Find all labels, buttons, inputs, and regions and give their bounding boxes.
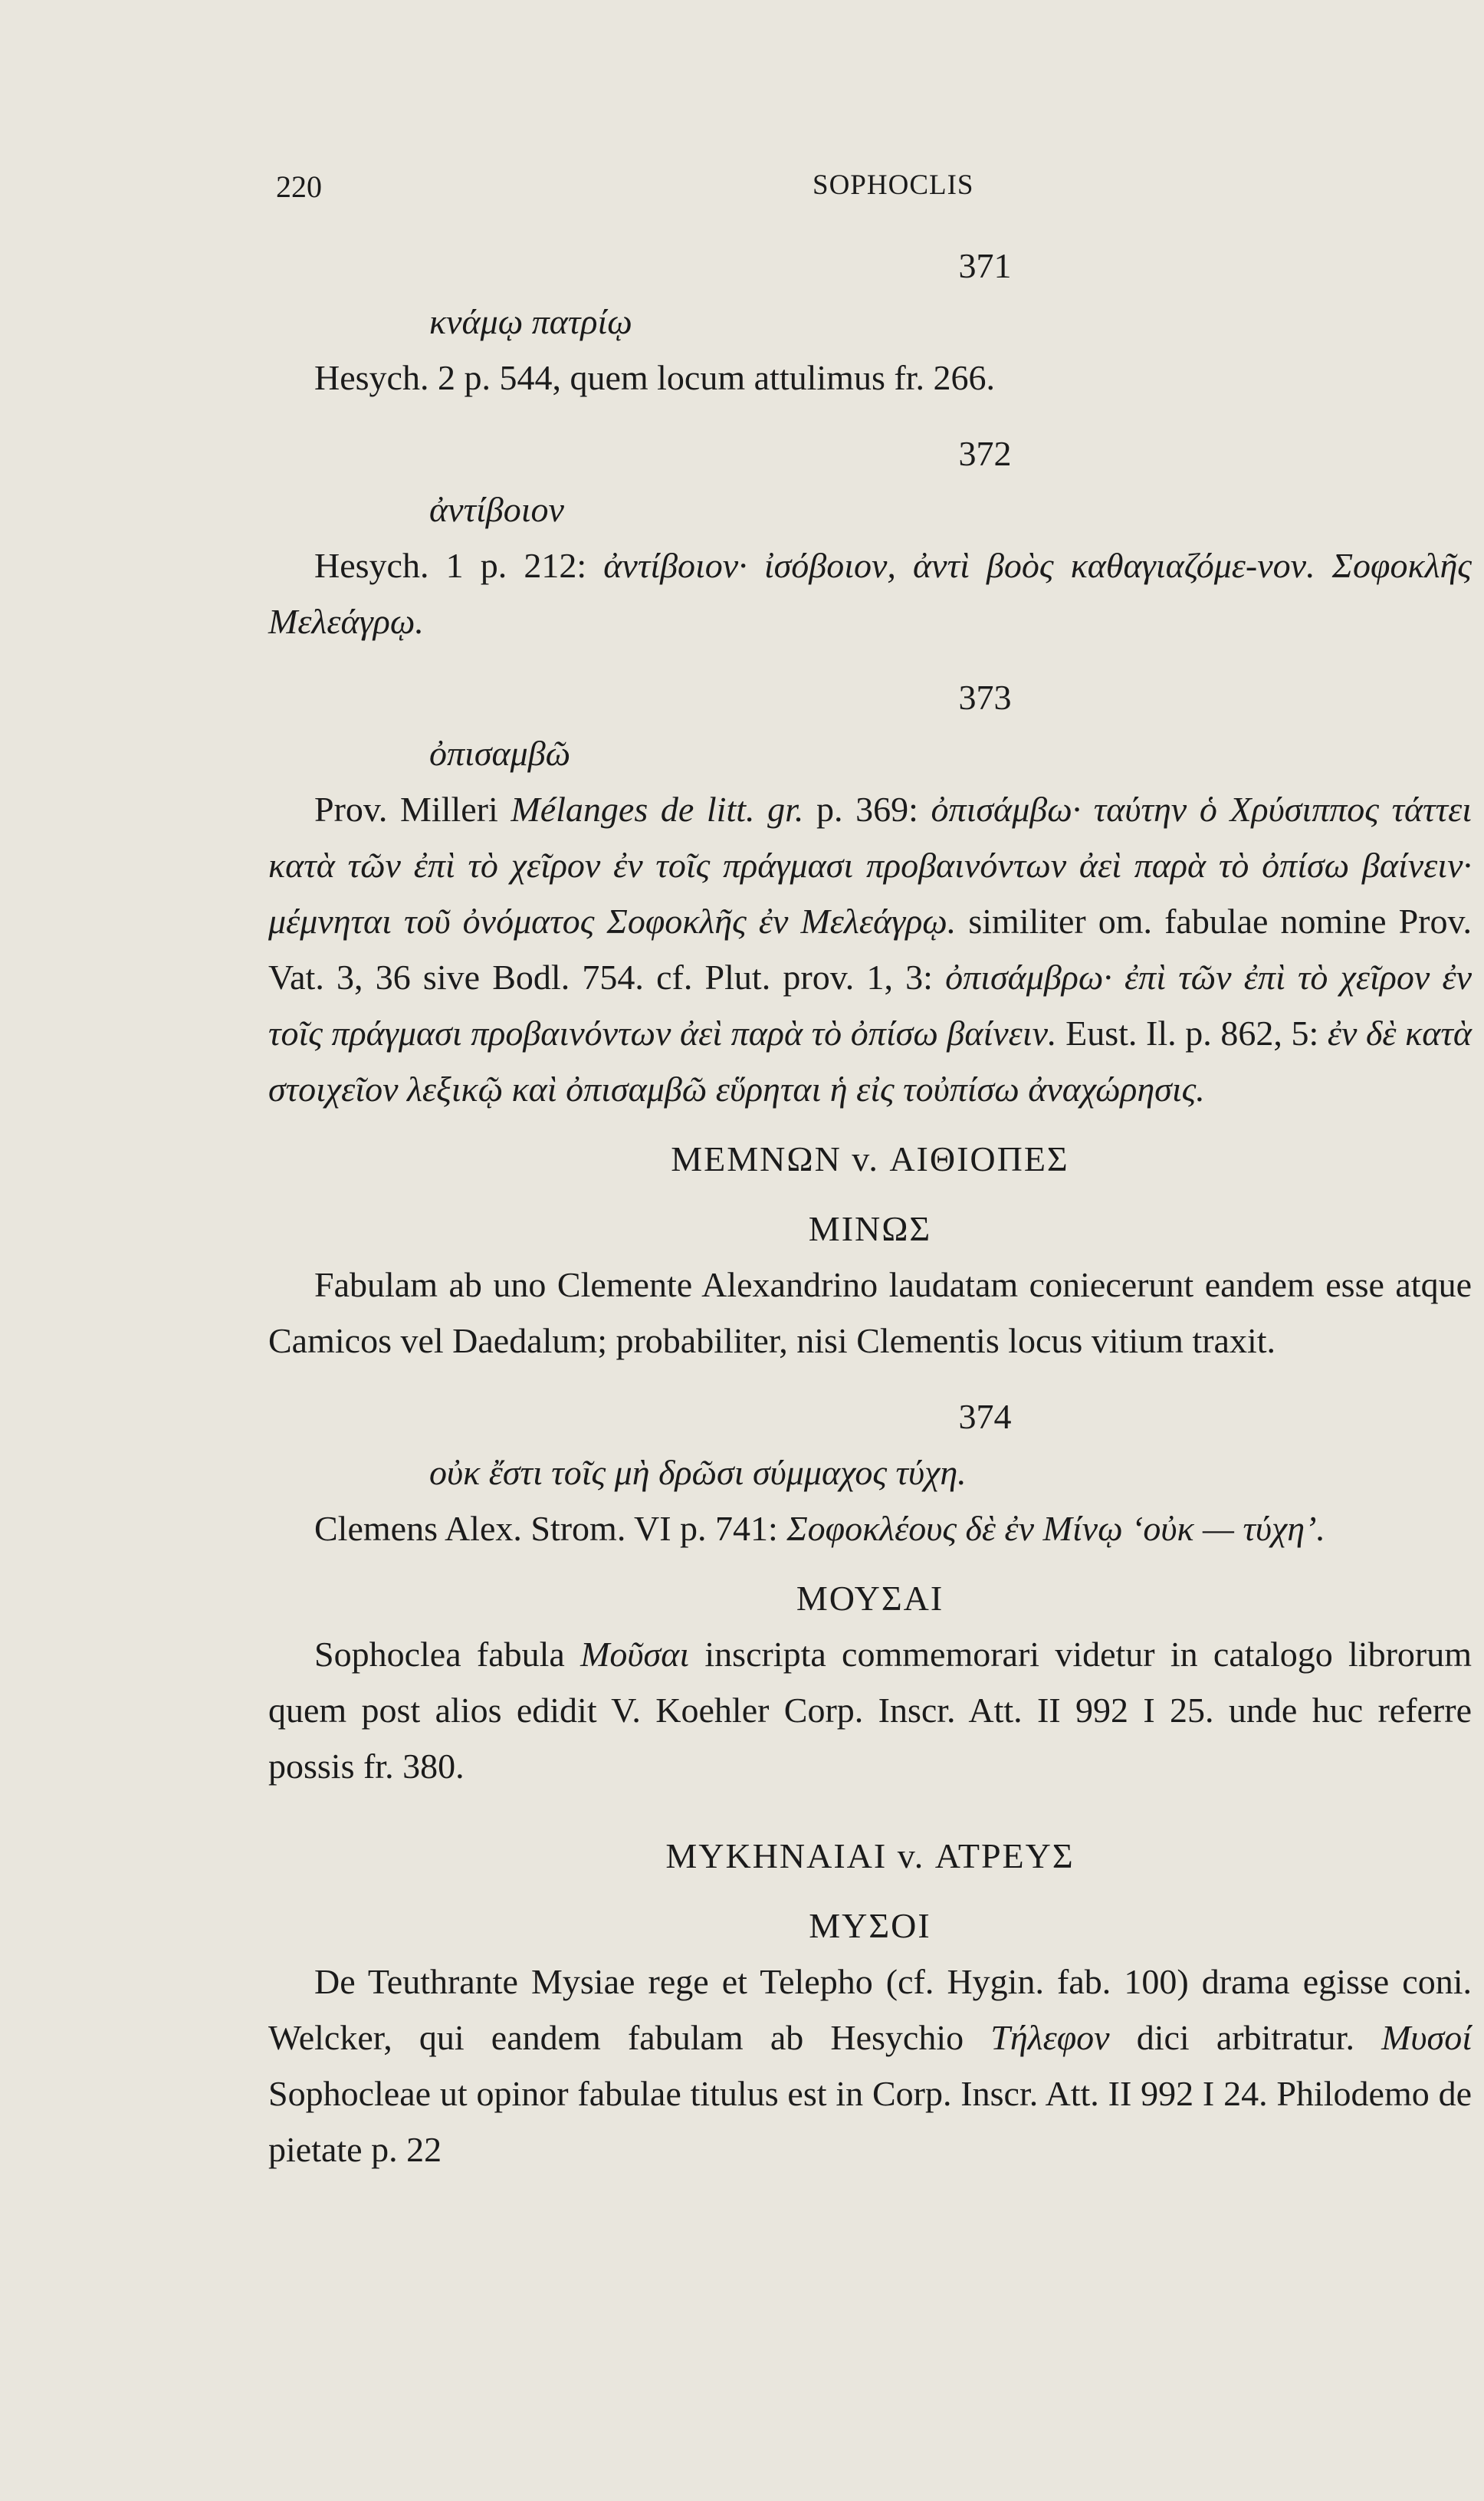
fragment-heading-372: ἀντίβοιον <box>429 490 564 529</box>
play-title-mousai: ΜΟΥΣΑΙ <box>796 1579 944 1618</box>
play-text-minos: Fabulam ab uno Clemente Alexandrino laudatam coniecerunt eandem esse atque Camicos vel Daedalum; probabiliter, nisi Clementis locus vitium traxit. <box>268 1265 1472 1360</box>
fragment-number-374: 374 <box>958 1397 1012 1436</box>
fragment-number-371: 371 <box>958 246 1012 285</box>
running-header <box>276 169 1472 215</box>
play-text-mysoi: De Teuthrante Mysiae rege et Telepho (cf. Hygin. fab. 100) drama egisse coni. Welcker, qui eandem fabulam ab Hesychio Τήλεφον dici arbitratur. Μυσοί Sophocleae ut opinor fabulae titulus est in Corp. Inscr. Att. II 992 I 24. Philodemo de pietate p. 22 <box>268 1962 1472 2169</box>
play-title-minos: ΜΙΝΩΣ <box>808 1209 932 1248</box>
fragment-heading-374: οὐκ ἔστι τοῖς μὴ δρῶσι σύμμαχος τύχη. <box>429 1453 967 1492</box>
play-title-memnon: ΜΕΜΝΩΝ v. ΑΙΘΙΟΠΕΣ <box>671 1139 1069 1178</box>
play-title-mykenaiai: ΜΥΚΗΝΑΙΑΙ v. ΑΤΡΕΥΣ <box>665 1836 1075 1875</box>
fragment-heading-371: κνάμῳ πατρίῳ <box>429 302 632 341</box>
fragment-number-372: 372 <box>958 434 1012 473</box>
fragment-text-374: Clemens Alex. Strom. VI p. 741: Σοφοκλέους δὲ ἐν Μίνῳ ‘οὐκ — τύχη’. <box>314 1509 1325 1548</box>
page-number: 220 <box>276 169 322 204</box>
page-body <box>268 238 1472 2177</box>
fragment-text-371: Hesych. 2 p. 544, quem locum attulimus fr. 266. <box>314 358 995 397</box>
play-text-mousai: Sophoclea fabula Μοῦσαι inscripta commemorari videtur in catalogo librorum quem post alios edidit V. Koehler Corp. Inscr. Att. II 992 I 25. unde huc referre possis fr. 380. <box>268 1635 1472 1786</box>
play-title-mysoi: ΜΥΣΟΙ <box>809 1906 931 1945</box>
fragment-number-373: 373 <box>958 678 1012 717</box>
running-title: SOPHOCLIS <box>813 169 974 201</box>
fragment-text-373: Prov. Milleri Mélanges de litt. gr. p. 369: ὀπισάμβω· ταύτην ὁ Χρύσιππος τάττει κατὰ τῶν ἐπὶ τὸ χεῖρον ἐν τοῖς πράγμασι προβαινόντων ἀεὶ παρὰ τὸ ὀπίσω βαίνειν· μέμνηται τοῦ ὀνόματος Σοφοκλῆς ἐν Μελεάγρῳ. similiter om. fabulae nomine Prov. Vat. 3, 36 sive Bodl. 754. cf. Plut. prov. 1, 3: ὀπισάμβρω· ἐπὶ τῶν ἐπὶ τὸ χεῖρον ἐν τοῖς πράγμασι προβαινόντων ἀεὶ παρὰ τὸ ὀπίσω βαίνειν. Eust. Il. p. 862, 5: ἐν δὲ κατὰ στοιχεῖον λεξικῷ καὶ ὀπισαμβῶ εὕρηται ἡ εἰς τοὐπίσω ἀναχώρησις. <box>268 790 1473 1109</box>
fragment-text-372: Hesych. 1 p. 212: ἀντίβοιον· ἰσόβοιον, ἀντὶ βοὸς καθαγιαζόμε-νον. Σοφοκλῆς Μελεάγρῳ. <box>268 546 1472 641</box>
fragment-heading-373: ὀπισαμβῶ <box>429 734 571 773</box>
